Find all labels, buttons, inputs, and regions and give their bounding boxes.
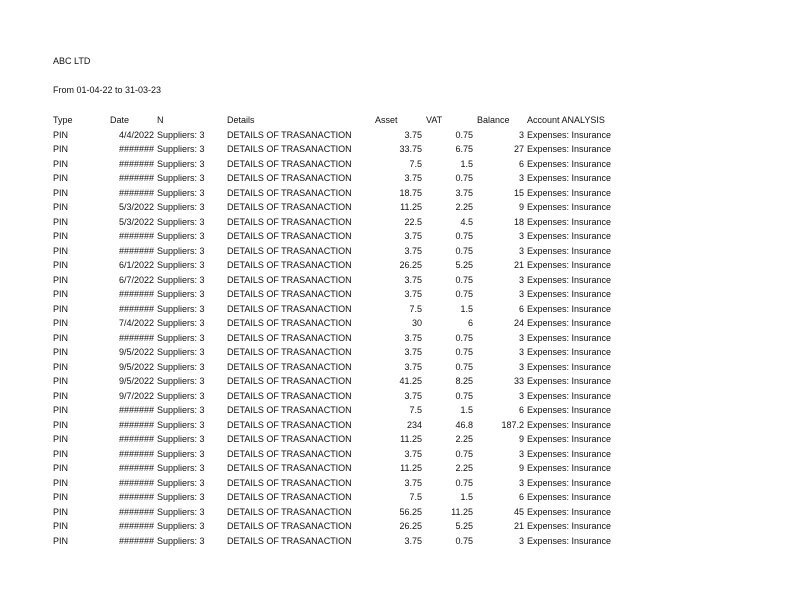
cell-n: Suppliers: 3 bbox=[157, 231, 205, 241]
cell-date: ####### bbox=[118, 187, 154, 198]
cell-asset: 3.75 bbox=[404, 289, 422, 299]
table-row bbox=[0, 157, 792, 172]
cell-balance: 6 bbox=[518, 158, 524, 169]
cell-asset: 11.25 bbox=[400, 463, 422, 473]
cell-account: Expenses: Insurance bbox=[527, 144, 612, 154]
cell-details: DETAILS OF TRASANACTION bbox=[227, 129, 352, 140]
cell-n: Suppliers: 3 bbox=[157, 492, 205, 502]
cell-n: Suppliers: 3 bbox=[157, 361, 205, 372]
header-account-analysis: Account ANALYSIS bbox=[527, 115, 605, 125]
cell-details: DETAILS OF TRASANACTION bbox=[227, 419, 352, 430]
cell-details: DETAILS OF TRASANACTION bbox=[227, 492, 352, 502]
cell-vat: 1.5 bbox=[460, 492, 473, 502]
cell-vat: 0.75 bbox=[455, 173, 473, 183]
table-header-row bbox=[0, 113, 792, 128]
cell-details: DETAILS OF TRASANACTION bbox=[227, 187, 352, 198]
cell-n: Suppliers: 3 bbox=[157, 405, 205, 415]
cell-n: Suppliers: 3 bbox=[157, 303, 205, 314]
cell-balance: 9 bbox=[518, 202, 524, 212]
cell-n: Suppliers: 3 bbox=[157, 390, 205, 401]
cell-date: ####### bbox=[118, 303, 154, 314]
cell-n: Suppliers: 3 bbox=[157, 129, 205, 140]
cell-asset: 11.25 bbox=[400, 202, 422, 212]
cell-account: Expenses: Insurance bbox=[527, 260, 612, 270]
cell-vat: 1.5 bbox=[460, 158, 473, 169]
table-row bbox=[0, 505, 792, 520]
cell-type: PIN bbox=[53, 361, 69, 372]
cell-balance: 21 bbox=[513, 260, 524, 270]
cell-type: PIN bbox=[53, 419, 69, 430]
cell-details: DETAILS OF TRASANACTION bbox=[227, 289, 352, 299]
cell-vat: 4.5 bbox=[460, 216, 473, 227]
cell-date: 9/7/2022 bbox=[118, 390, 154, 401]
cell-vat: 0.75 bbox=[455, 332, 473, 343]
cell-details: DETAILS OF TRASANACTION bbox=[227, 376, 352, 386]
cell-asset: 3.75 bbox=[404, 274, 422, 285]
table-row bbox=[0, 447, 792, 462]
cell-vat: 2.25 bbox=[455, 434, 473, 444]
cell-account: Expenses: Insurance bbox=[527, 463, 612, 473]
cell-balance: 3 bbox=[518, 231, 524, 241]
cell-vat: 0.75 bbox=[455, 231, 473, 241]
cell-account: Expenses: Insurance bbox=[527, 405, 612, 415]
table-row bbox=[0, 229, 792, 244]
cell-vat: 0.75 bbox=[455, 477, 473, 488]
cell-type: PIN bbox=[53, 173, 69, 183]
cell-asset: 7.5 bbox=[409, 158, 422, 169]
cell-balance: 6 bbox=[518, 303, 524, 314]
cell-asset: 56.25 bbox=[399, 506, 422, 517]
cell-details: DETAILS OF TRASANACTION bbox=[227, 173, 352, 183]
cell-details: DETAILS OF TRASANACTION bbox=[227, 158, 352, 169]
cell-n: Suppliers: 3 bbox=[157, 419, 205, 430]
table-row bbox=[0, 215, 792, 230]
cell-n: Suppliers: 3 bbox=[157, 245, 205, 256]
cell-vat: 6 bbox=[467, 318, 473, 328]
cell-vat: 0.75 bbox=[455, 129, 473, 140]
cell-date: 9/5/2022 bbox=[118, 347, 154, 357]
cell-asset: 18.75 bbox=[399, 187, 422, 198]
cell-vat: 3.75 bbox=[455, 187, 473, 198]
cell-date: 6/1/2022 bbox=[118, 260, 154, 270]
cell-n: Suppliers: 3 bbox=[157, 477, 205, 488]
cell-account: Expenses: Insurance bbox=[527, 245, 612, 256]
table-row bbox=[0, 316, 792, 331]
cell-balance: 3 bbox=[518, 477, 524, 488]
cell-balance: 3 bbox=[518, 448, 524, 459]
cell-type: PIN bbox=[53, 477, 69, 488]
cell-vat: 0.75 bbox=[455, 361, 473, 372]
cell-type: PIN bbox=[53, 245, 69, 256]
cell-date: ####### bbox=[118, 144, 154, 154]
table-row bbox=[0, 142, 792, 157]
table-row bbox=[0, 389, 792, 404]
table-row bbox=[0, 200, 792, 215]
table-row bbox=[0, 403, 792, 418]
cell-balance: 3 bbox=[518, 274, 524, 285]
cell-date: ####### bbox=[118, 463, 154, 473]
cell-balance: 15 bbox=[513, 187, 524, 198]
cell-type: PIN bbox=[53, 231, 69, 241]
cell-date: ####### bbox=[118, 289, 154, 299]
header-asset: Asset bbox=[375, 115, 398, 125]
cell-details: DETAILS OF TRASANACTION bbox=[227, 245, 352, 256]
table-row bbox=[0, 534, 792, 549]
cell-vat: 0.75 bbox=[455, 245, 473, 256]
cell-asset: 26.25 bbox=[399, 260, 422, 270]
cell-balance: 6 bbox=[518, 492, 524, 502]
header-balance: Balance bbox=[477, 115, 510, 125]
cell-date: ####### bbox=[118, 231, 154, 241]
table-body bbox=[0, 128, 792, 549]
table-row bbox=[0, 461, 792, 476]
cell-balance: 24 bbox=[513, 318, 524, 328]
cell-account: Expenses: Insurance bbox=[527, 173, 612, 183]
table-row bbox=[0, 128, 792, 143]
cell-details: DETAILS OF TRASANACTION bbox=[227, 216, 352, 227]
table-row bbox=[0, 258, 792, 273]
cell-details: DETAILS OF TRASANACTION bbox=[227, 521, 352, 531]
cell-type: PIN bbox=[53, 202, 69, 212]
cell-account: Expenses: Insurance bbox=[527, 361, 612, 372]
cell-type: PIN bbox=[53, 129, 69, 140]
header-vat: VAT bbox=[426, 115, 443, 125]
cell-asset: 3.75 bbox=[404, 477, 422, 488]
cell-account: Expenses: Insurance bbox=[527, 419, 612, 430]
cell-n: Suppliers: 3 bbox=[157, 202, 205, 212]
cell-type: PIN bbox=[53, 521, 69, 531]
cell-asset: 3.75 bbox=[404, 390, 422, 401]
cell-details: DETAILS OF TRASANACTION bbox=[227, 274, 352, 285]
cell-details: DETAILS OF TRASANACTION bbox=[227, 361, 352, 372]
cell-balance: 21 bbox=[513, 521, 524, 531]
cell-balance: 3 bbox=[518, 390, 524, 401]
table-row bbox=[0, 186, 792, 201]
cell-balance: 3 bbox=[518, 361, 524, 372]
table-row bbox=[0, 302, 792, 317]
cell-account: Expenses: Insurance bbox=[527, 274, 612, 285]
cell-type: PIN bbox=[53, 158, 69, 169]
cell-type: PIN bbox=[53, 535, 69, 546]
cell-account: Expenses: Insurance bbox=[527, 289, 612, 299]
cell-type: PIN bbox=[53, 376, 69, 386]
cell-asset: 22.5 bbox=[404, 216, 422, 227]
cell-account: Expenses: Insurance bbox=[527, 158, 612, 169]
table-row bbox=[0, 360, 792, 375]
cell-account: Expenses: Insurance bbox=[527, 492, 612, 502]
cell-balance: 3 bbox=[518, 245, 524, 256]
cell-n: Suppliers: 3 bbox=[157, 376, 205, 386]
cell-balance: 3 bbox=[518, 289, 524, 299]
cell-date: 9/5/2022 bbox=[118, 361, 154, 372]
cell-balance: 9 bbox=[518, 463, 524, 473]
cell-balance: 3 bbox=[518, 332, 524, 343]
cell-account: Expenses: Insurance bbox=[527, 347, 612, 357]
cell-vat: 0.75 bbox=[455, 347, 473, 357]
cell-account: Expenses: Insurance bbox=[527, 216, 612, 227]
cell-type: PIN bbox=[53, 463, 69, 473]
cell-balance: 3 bbox=[518, 347, 524, 357]
cell-vat: 0.75 bbox=[455, 535, 473, 546]
cell-type: PIN bbox=[53, 347, 69, 357]
cell-balance: 6 bbox=[518, 405, 524, 415]
cell-date: 5/3/2022 bbox=[118, 202, 154, 212]
cell-asset: 30 bbox=[411, 318, 422, 328]
cell-type: PIN bbox=[53, 187, 69, 198]
cell-vat: 0.75 bbox=[455, 390, 473, 401]
cell-balance: 27 bbox=[513, 144, 524, 154]
cell-type: PIN bbox=[53, 492, 69, 502]
cell-type: PIN bbox=[53, 506, 69, 517]
cell-vat: 5.25 bbox=[455, 260, 473, 270]
cell-details: DETAILS OF TRASANACTION bbox=[227, 390, 352, 401]
header-details: Details bbox=[227, 115, 255, 125]
cell-details: DETAILS OF TRASANACTION bbox=[227, 144, 352, 154]
table-row bbox=[0, 273, 792, 288]
table-row bbox=[0, 476, 792, 491]
cell-balance: 3 bbox=[518, 173, 524, 183]
cell-details: DETAILS OF TRASANACTION bbox=[227, 535, 352, 546]
cell-asset: 26.25 bbox=[399, 521, 422, 531]
cell-date: ####### bbox=[118, 521, 154, 531]
cell-asset: 7.5 bbox=[409, 303, 422, 314]
cell-account: Expenses: Insurance bbox=[527, 506, 612, 517]
cell-asset: 234 bbox=[406, 419, 422, 430]
cell-details: DETAILS OF TRASANACTION bbox=[227, 260, 352, 270]
cell-balance: 9 bbox=[518, 434, 524, 444]
cell-date: ####### bbox=[118, 535, 154, 546]
cell-account: Expenses: Insurance bbox=[527, 521, 612, 531]
cell-account: Expenses: Insurance bbox=[527, 202, 612, 212]
cell-type: PIN bbox=[53, 144, 69, 154]
cell-account: Expenses: Insurance bbox=[527, 303, 612, 314]
cell-n: Suppliers: 3 bbox=[157, 506, 205, 517]
cell-type: PIN bbox=[53, 216, 69, 227]
cell-date: ####### bbox=[118, 405, 154, 415]
cell-asset: 7.5 bbox=[409, 405, 422, 415]
cell-balance: 3 bbox=[518, 129, 524, 140]
cell-asset: 33.75 bbox=[399, 144, 422, 154]
cell-date: ####### bbox=[118, 477, 154, 488]
table-row bbox=[0, 345, 792, 360]
cell-date: ####### bbox=[118, 332, 154, 343]
cell-vat: 0.75 bbox=[455, 274, 473, 285]
table-row bbox=[0, 244, 792, 259]
cell-balance: 45 bbox=[513, 506, 524, 517]
cell-account: Expenses: Insurance bbox=[527, 477, 612, 488]
cell-details: DETAILS OF TRASANACTION bbox=[227, 231, 352, 241]
cell-asset: 3.75 bbox=[404, 173, 422, 183]
cell-n: Suppliers: 3 bbox=[157, 332, 205, 343]
cell-date: ####### bbox=[118, 506, 154, 517]
cell-vat: 46.8 bbox=[455, 419, 473, 430]
cell-type: PIN bbox=[53, 405, 69, 415]
table-row bbox=[0, 171, 792, 186]
table-row bbox=[0, 287, 792, 302]
cell-vat: 2.25 bbox=[455, 463, 473, 473]
cell-vat: 2.25 bbox=[455, 202, 473, 212]
cell-details: DETAILS OF TRASANACTION bbox=[227, 477, 352, 488]
cell-n: Suppliers: 3 bbox=[157, 216, 205, 227]
cell-details: DETAILS OF TRASANACTION bbox=[227, 332, 352, 343]
cell-n: Suppliers: 3 bbox=[157, 448, 205, 459]
cell-vat: 8.25 bbox=[455, 376, 473, 386]
cell-asset: 3.75 bbox=[404, 129, 422, 140]
cell-date: ####### bbox=[118, 492, 154, 502]
cell-n: Suppliers: 3 bbox=[157, 347, 205, 357]
cell-account: Expenses: Insurance bbox=[527, 448, 612, 459]
cell-vat: 0.75 bbox=[455, 289, 473, 299]
cell-n: Suppliers: 3 bbox=[157, 463, 205, 473]
cell-account: Expenses: Insurance bbox=[527, 376, 612, 386]
table-row bbox=[0, 490, 792, 505]
cell-account: Expenses: Insurance bbox=[527, 434, 612, 444]
cell-n: Suppliers: 3 bbox=[157, 260, 205, 270]
cell-n: Suppliers: 3 bbox=[157, 187, 205, 198]
cell-date: ####### bbox=[118, 448, 154, 459]
cell-balance: 18 bbox=[513, 216, 524, 227]
cell-date: ####### bbox=[118, 434, 154, 444]
cell-asset: 11.25 bbox=[400, 434, 422, 444]
cell-vat: 0.75 bbox=[455, 448, 473, 459]
cell-type: PIN bbox=[53, 448, 69, 459]
cell-n: Suppliers: 3 bbox=[157, 144, 205, 154]
cell-details: DETAILS OF TRASANACTION bbox=[227, 202, 352, 212]
cell-n: Suppliers: 3 bbox=[157, 289, 205, 299]
cell-asset: 3.75 bbox=[404, 361, 422, 372]
cell-account: Expenses: Insurance bbox=[527, 231, 612, 241]
cell-asset: 7.5 bbox=[409, 492, 422, 502]
table-row bbox=[0, 519, 792, 534]
cell-date: ####### bbox=[118, 158, 154, 169]
cell-type: PIN bbox=[53, 260, 69, 270]
cell-asset: 3.75 bbox=[404, 245, 422, 256]
cell-date: 9/5/2022 bbox=[118, 376, 154, 386]
cell-asset: 3.75 bbox=[404, 332, 422, 343]
cell-date: 4/4/2022 bbox=[118, 129, 154, 140]
cell-details: DETAILS OF TRASANACTION bbox=[227, 303, 352, 314]
cell-date: 6/7/2022 bbox=[118, 274, 154, 285]
cell-asset: 3.75 bbox=[404, 231, 422, 241]
report-period: From 01-04-22 to 31-03-23 bbox=[53, 85, 162, 95]
company-name: ABC LTD bbox=[53, 56, 91, 66]
cell-details: DETAILS OF TRASANACTION bbox=[227, 434, 352, 444]
cell-balance: 3 bbox=[518, 535, 524, 546]
cell-details: DETAILS OF TRASANACTION bbox=[227, 347, 352, 357]
cell-asset: 3.75 bbox=[404, 535, 422, 546]
cell-vat: 5.25 bbox=[455, 521, 473, 531]
cell-account: Expenses: Insurance bbox=[527, 535, 612, 546]
cell-n: Suppliers: 3 bbox=[157, 434, 205, 444]
cell-vat: 1.5 bbox=[460, 405, 473, 415]
cell-vat: 6.75 bbox=[455, 144, 473, 154]
table-row bbox=[0, 374, 792, 389]
cell-vat: 11.25 bbox=[451, 506, 473, 517]
table-row bbox=[0, 432, 792, 447]
cell-asset: 41.25 bbox=[399, 376, 422, 386]
cell-type: PIN bbox=[53, 289, 69, 299]
header-n: N bbox=[157, 115, 164, 125]
table-row bbox=[0, 331, 792, 346]
cell-vat: 1.5 bbox=[460, 303, 473, 314]
cell-date: ####### bbox=[118, 419, 154, 430]
cell-type: PIN bbox=[53, 303, 69, 314]
cell-account: Expenses: Insurance bbox=[527, 129, 612, 140]
cell-details: DETAILS OF TRASANACTION bbox=[227, 463, 352, 473]
cell-details: DETAILS OF TRASANACTION bbox=[227, 405, 352, 415]
cell-n: Suppliers: 3 bbox=[157, 318, 205, 328]
table-row bbox=[0, 418, 792, 433]
cell-date: ####### bbox=[118, 173, 154, 183]
cell-asset: 3.75 bbox=[404, 347, 422, 357]
header-date: Date bbox=[110, 115, 130, 125]
cell-date: ####### bbox=[118, 245, 154, 256]
cell-account: Expenses: Insurance bbox=[527, 390, 612, 401]
cell-date: 5/3/2022 bbox=[118, 216, 154, 227]
cell-n: Suppliers: 3 bbox=[157, 535, 205, 546]
cell-asset: 3.75 bbox=[404, 448, 422, 459]
transactions-table bbox=[0, 113, 792, 548]
cell-n: Suppliers: 3 bbox=[157, 274, 205, 285]
cell-type: PIN bbox=[53, 332, 69, 343]
cell-account: Expenses: Insurance bbox=[527, 187, 612, 198]
cell-type: PIN bbox=[53, 390, 69, 401]
cell-details: DETAILS OF TRASANACTION bbox=[227, 448, 352, 459]
cell-type: PIN bbox=[53, 274, 69, 285]
cell-balance: 33 bbox=[513, 376, 524, 386]
cell-details: DETAILS OF TRASANACTION bbox=[227, 318, 352, 328]
cell-n: Suppliers: 3 bbox=[157, 173, 205, 183]
cell-n: Suppliers: 3 bbox=[157, 158, 205, 169]
header-type: Type bbox=[53, 115, 73, 125]
cell-balance: 187.2 bbox=[501, 419, 524, 430]
cell-date: 7/4/2022 bbox=[118, 318, 154, 328]
cell-type: PIN bbox=[53, 434, 69, 444]
cell-n: Suppliers: 3 bbox=[157, 521, 205, 531]
cell-details: DETAILS OF TRASANACTION bbox=[227, 506, 352, 517]
cell-type: PIN bbox=[53, 318, 69, 328]
cell-account: Expenses: Insurance bbox=[527, 332, 612, 343]
cell-account: Expenses: Insurance bbox=[527, 318, 612, 328]
